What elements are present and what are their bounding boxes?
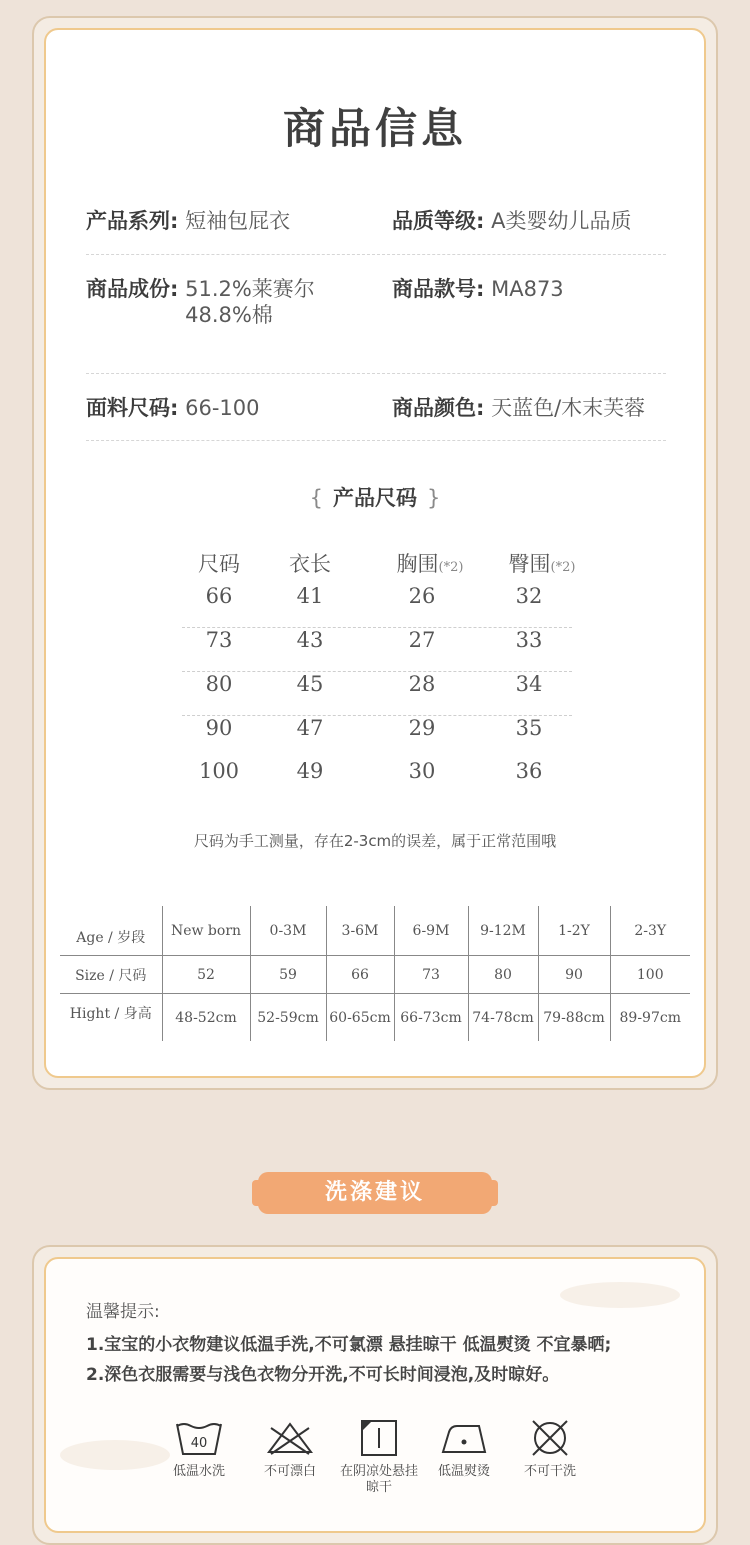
cell: Age / 岁段: [60, 906, 162, 956]
composition-line-1: 51.2%莱赛尔: [185, 277, 315, 301]
cell: 52-59cm: [250, 994, 326, 1042]
wash-tips: [86, 1300, 706, 1390]
tip-2: 2.深色衣服需要与浅色衣物分开洗,不可长时间浸泡,及时晾好。: [86, 1365, 560, 1385]
cell: 6-9M: [394, 906, 468, 956]
cell: 1-2Y: [538, 906, 610, 956]
care-item-no-bleach: [245, 1418, 335, 1480]
cell: 100: [610, 956, 690, 994]
care-label: 在阴凉处悬挂晾干: [339, 1464, 418, 1495]
page-title: 商品信息: [282, 104, 467, 153]
cell: 27: [408, 628, 436, 652]
cell: 74-78cm: [468, 994, 538, 1042]
table-row: [182, 759, 572, 802]
care-label: 低温水洗: [172, 1464, 225, 1479]
cell: 73: [205, 628, 233, 652]
cell: 90: [538, 956, 610, 994]
no-dry-clean-icon: [525, 1418, 575, 1458]
composition-value: [185, 276, 315, 328]
height-row: [60, 994, 690, 1042]
header-chest-suffix: (*2): [438, 560, 464, 575]
care-label: 低温熨烫: [437, 1464, 490, 1479]
cell: 0-3M: [250, 906, 326, 956]
header-length: 衣长: [289, 552, 331, 576]
cell: 41: [296, 584, 324, 608]
cell: 32: [515, 584, 543, 608]
fabric-size-label: 面料尺码:: [86, 396, 179, 420]
age-size-table: [60, 906, 690, 1041]
header-size: 尺码: [198, 552, 240, 576]
cell: 79-88cm: [538, 994, 610, 1042]
cell: 28: [408, 672, 436, 696]
cell: 90: [205, 716, 233, 740]
cell: 80: [205, 672, 233, 696]
header-chest: [380, 548, 480, 578]
header-hip-text: 臀围: [508, 552, 551, 576]
cell: 100: [198, 759, 240, 783]
fabric-size-field: [86, 395, 259, 421]
tip-1: 1.宝宝的小衣物建议低温手洗,不可氯漂 悬挂晾干 低温熨烫 不宜暴晒;: [86, 1335, 612, 1355]
divider: [86, 373, 666, 374]
color-field: [392, 395, 645, 421]
care-label: 不可漂白: [263, 1464, 316, 1479]
header-chest-text: 胸围: [396, 552, 439, 576]
wash-40-icon: [174, 1418, 224, 1458]
color-label: 商品颜色:: [392, 396, 485, 420]
divider: [86, 254, 666, 255]
cell: 3-6M: [326, 906, 394, 956]
fabric-size-value: 66-100: [185, 396, 260, 420]
composition-line-2: 48.8%棉: [185, 303, 273, 327]
cell: Size / 尺码: [60, 956, 162, 994]
series-value: 短袖包屁衣: [185, 209, 291, 233]
cell: 66: [205, 584, 233, 608]
cell: Hight / 身高: [69, 1005, 152, 1022]
table-row: [182, 672, 572, 716]
size-row: [60, 956, 690, 994]
grade-label: 品质等级:: [392, 209, 485, 233]
cell: 35: [515, 716, 543, 740]
size-section-title: [0, 482, 750, 512]
measurement-note: 尺码为手工测量，存在2-3cm的误差，属于正常范围哦: [193, 832, 557, 850]
table-row: [182, 628, 572, 672]
no-bleach-icon: [265, 1418, 315, 1458]
wash-section-ribbon: 洗涤建议: [258, 1172, 492, 1214]
cell: 59: [250, 956, 326, 994]
care-item-wash: [154, 1418, 244, 1480]
cell: 45: [296, 672, 324, 696]
header-hip-suffix: (*2): [550, 560, 576, 575]
model-field: [392, 276, 564, 302]
cell: 9-12M: [468, 906, 538, 956]
cell: 89-97cm: [610, 994, 690, 1042]
cell: 43: [296, 628, 324, 652]
size-section-title-text: 产品尺码: [333, 486, 417, 510]
line-dry-shade-icon: [354, 1418, 404, 1458]
cell: 26: [408, 584, 436, 608]
series-field: [86, 208, 290, 234]
cell: 73: [394, 956, 468, 994]
header-hip: [492, 548, 592, 578]
model-value: MA873: [491, 277, 564, 301]
cell: 36: [515, 759, 543, 783]
bracket-left: {: [309, 486, 323, 510]
cell: 29: [408, 716, 436, 740]
cell: 49: [296, 759, 324, 783]
divider: [86, 440, 666, 441]
cell: 80: [468, 956, 538, 994]
composition-label: 商品成份:: [86, 277, 179, 301]
size-table: [182, 548, 576, 802]
tips-title: 温馨提示:: [86, 1302, 160, 1322]
care-item-no-dry-clean: [505, 1418, 595, 1480]
grade-field: [392, 208, 631, 234]
care-item-line-dry: [334, 1418, 424, 1496]
model-label: 商品款号:: [392, 277, 485, 301]
care-label: 不可干洗: [523, 1464, 576, 1479]
bracket-right: }: [427, 486, 441, 510]
cell: 66: [326, 956, 394, 994]
cell: 2-3Y: [610, 906, 690, 956]
cell: 52: [162, 956, 250, 994]
color-value: 天蓝色/木末芙蓉: [491, 396, 646, 420]
iron-low-icon: [439, 1418, 489, 1458]
cell: 47: [296, 716, 324, 740]
cell: 33: [515, 628, 543, 652]
cell: 48-52cm: [162, 994, 250, 1042]
care-item-iron: [419, 1418, 509, 1480]
cell: 30: [408, 759, 436, 783]
grade-value: A类婴幼儿品质: [491, 209, 632, 233]
cell: 66-73cm: [394, 994, 468, 1042]
series-label: 产品系列:: [86, 209, 179, 233]
table-row: [182, 716, 572, 759]
wash-temp-text: 40: [190, 1436, 208, 1451]
table-row: [182, 584, 572, 628]
cell: 34: [515, 672, 543, 696]
size-table-header: [182, 548, 576, 584]
cell: New born: [162, 906, 250, 956]
composition-field: [86, 276, 315, 328]
age-row: [60, 906, 690, 956]
cell: 60-65cm: [326, 994, 394, 1042]
